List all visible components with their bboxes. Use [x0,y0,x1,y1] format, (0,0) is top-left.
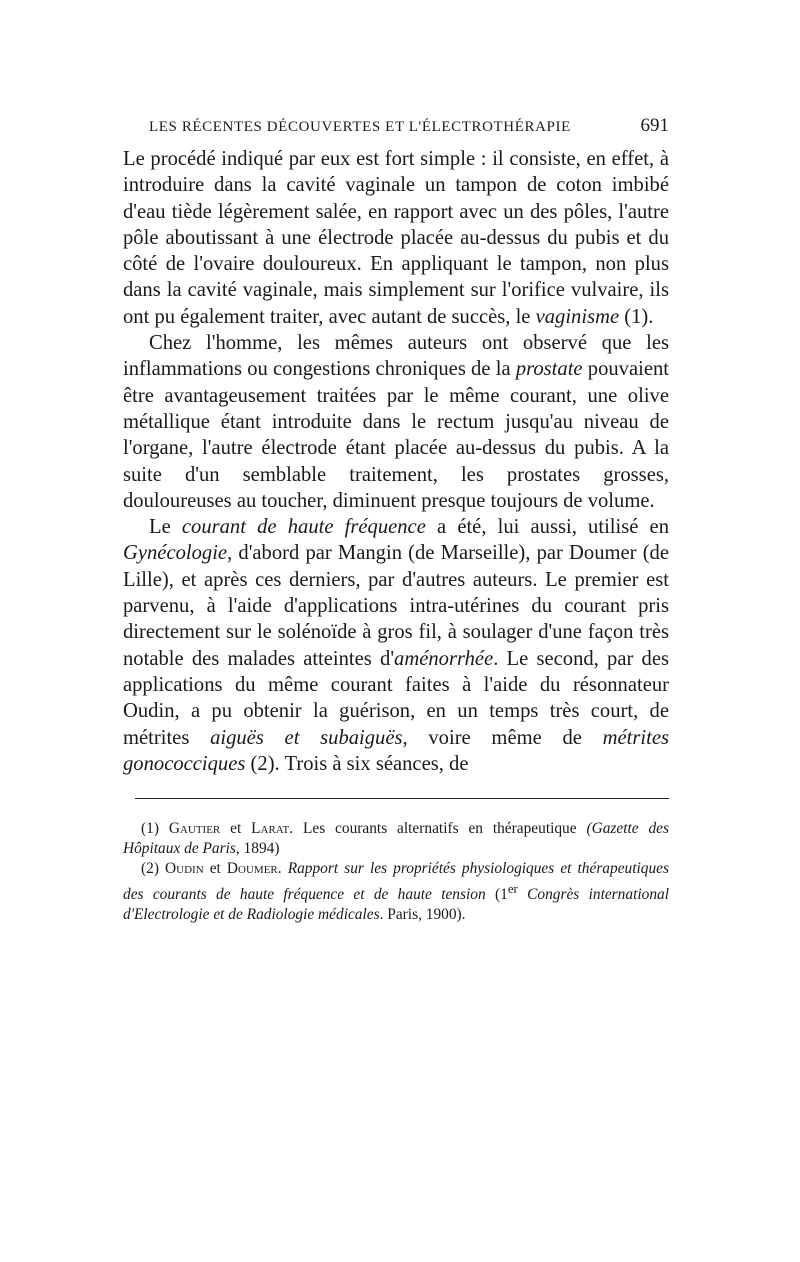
text-run: (1). [619,305,654,328]
term-aigues-subaigues: aiguës et subaiguës [210,726,403,749]
footnote-author: Oudin [165,860,204,878]
text-run: . [277,860,288,878]
text-run: , voire même de [402,726,603,749]
footnote-2 [123,859,669,925]
text-run: et [203,860,227,878]
footnote-author: Doumer [226,860,278,878]
footnote-source: Congrès international d'Electrologie et de Radiologie médicales [123,886,669,924]
term-courant-haute-frequence: courant de haute fréquence [181,516,426,539]
paragraph-3 [123,514,669,777]
text-run: , 1894) [235,840,280,858]
footnote-source: (Gazette des Hôpitaux de Paris [123,820,669,858]
term-amenorrhee: aménorrhée [394,647,494,670]
footnote-number: (2) [141,860,166,878]
term-vaginisme: vaginisme [535,305,620,328]
footnote-title: . Les courants alternatifs en thérapeutique [289,820,577,838]
text-run: ( [485,886,501,904]
text-run: . Paris, 1900). [379,906,466,924]
text-run: (2). Trois à six séances, de [245,752,469,775]
paragraph-2 [123,330,669,514]
term-gynecologie: Gynécologie [123,542,228,565]
paragraph-1 [123,146,669,330]
footnote-separator [135,798,669,799]
footnote-author: Gautier [168,820,221,838]
book-page [123,112,669,925]
footnotes [123,819,669,925]
footnote-title: Rapport sur les propriétés physiologiques et thérapeutiques des courants de haute fréquence et de haute tension [123,860,669,904]
page-number: 691 [640,115,669,136]
text-run: 1 [500,886,508,904]
footnote-1 [123,819,669,859]
footnote-author: Larat [251,820,290,838]
term-prostate: prostate [515,358,583,381]
text-run: , d'abord par Mangin (de Marseille), par Doumer (de Lille), et après ces derniers, par d'autres auteurs. Le premier est parvenu, à l'aide d'applications intra-utérines du courant pris directement sur le solénoïde à gros fil, à soulager d'une façon très notable des malades atteintes d' [123,542,669,670]
term-metrites-gonococciques: métrites gonococciques [123,726,669,775]
text-run: Le [149,516,182,539]
main-text [123,146,669,777]
ordinal-superscript: er [507,882,518,897]
text-run: pouvaient être avantageusement traitées par le même courant, une olive métallique étant introduite dans le rectum jusqu'au niveau de l'organe, l'autre électrode étant placée au-dessus du pubis. A la suite d'un semblable traitement, les prostates grosses, douloureuses au toucher, diminuent presque toujours de volume. [123,358,669,512]
footnote-number: (1) [141,820,169,838]
text-run: Chez l'homme, les mêmes auteurs ont observé que les inflammations ou congestions chroniques de la [123,332,669,381]
text-run: a été, lui aussi, utilisé en [425,516,669,539]
running-header [123,112,669,142]
text-run: et [220,820,252,838]
text-run: Le procédé indiqué par eux est fort simple : il consiste, en effet, à introduire dans la cavité vaginale un tampon de coton imbibé d'eau tiède légèrement salée, en rapport avec un des pôles, l'autre pôle aboutissant à une électrode placée au-dessus du pubis et du côté de l'ovaire douloureux. En appliquant le tampon, non plus dans la cavité vaginale, mais simplement sur l'orifice vulvaire, ils ont pu également traiter, avec autant de succès, le [123,148,669,328]
running-title: LES RÉCENTES DÉCOUVERTES ET L'ÉLECTROTHÉRAPIE [149,119,571,135]
text-run: . Le second, par des applications du même courant faites à l'aide du résonnateur Oudin, a pu obtenir la guérison, en un temps très court, de métrites [123,647,670,749]
